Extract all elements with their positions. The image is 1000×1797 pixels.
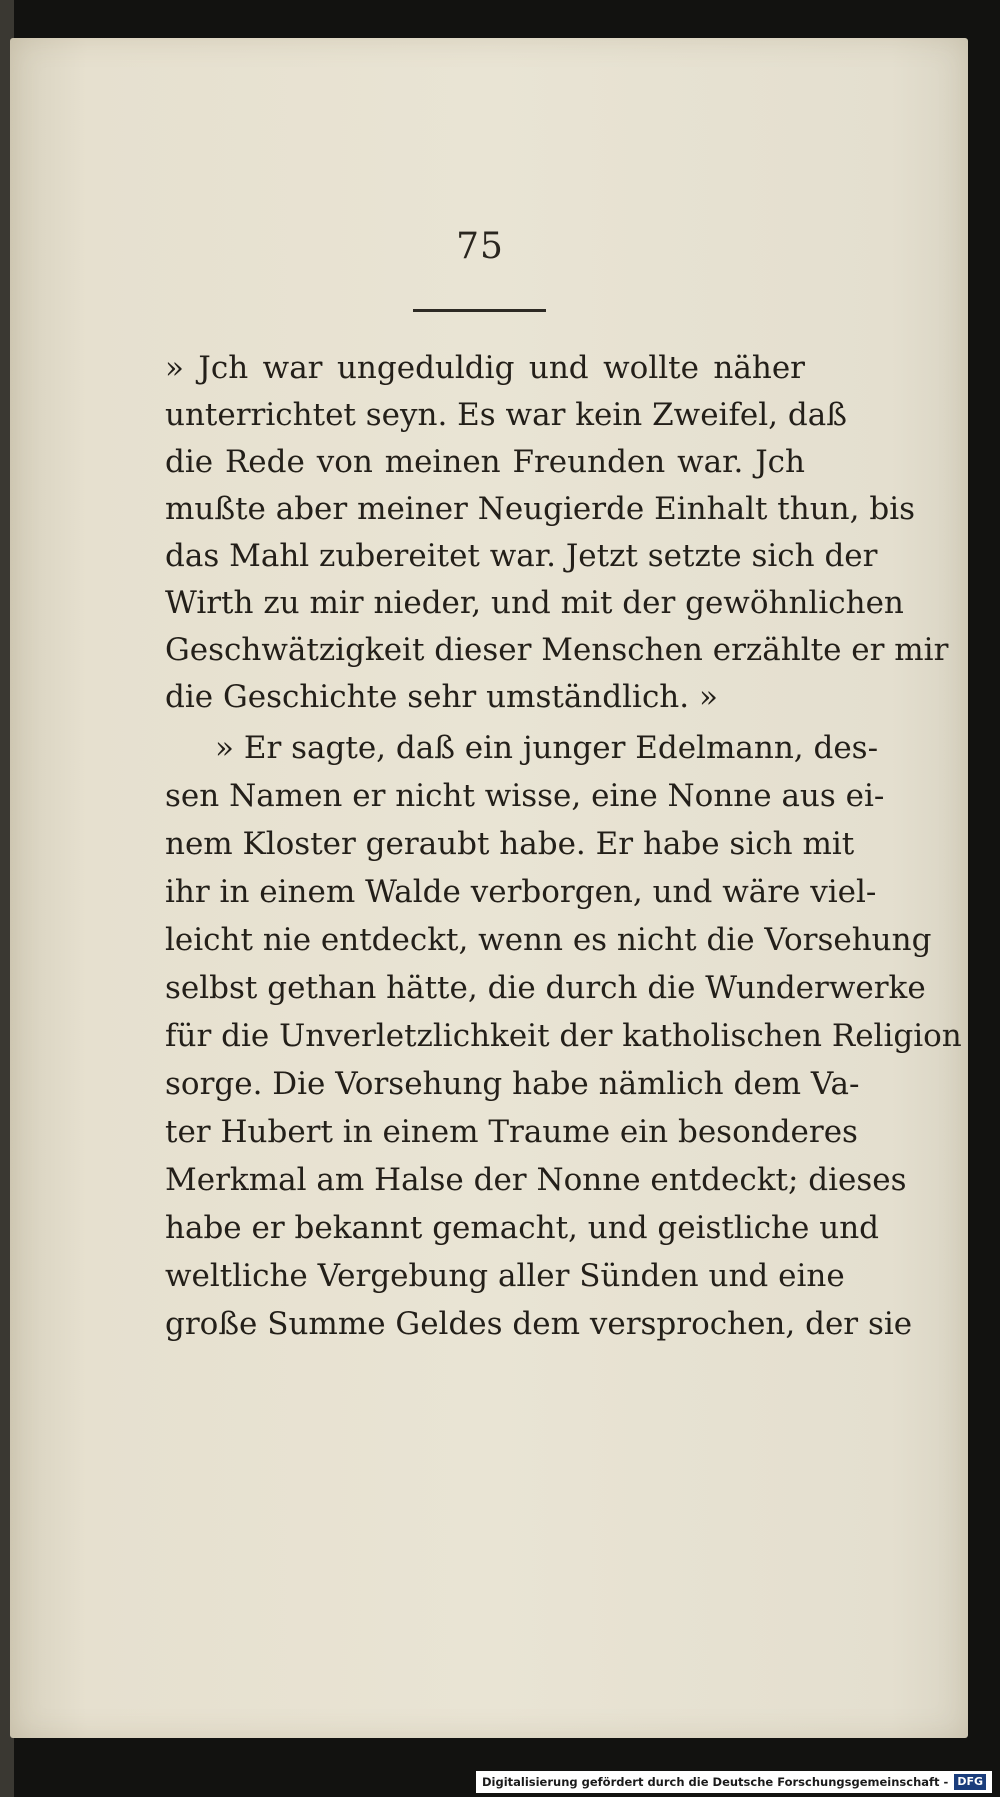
page-number: 75 [456,226,504,267]
text-line: Geschwätzigkeit dieser Menschen erzählte er mir [165,632,949,668]
text-line: ter Hubert in einem Traume ein besonderes [165,1114,858,1150]
text-line: sorge. Die Vorsehung habe nämlich dem Va- [165,1066,860,1102]
text-line: unterrichtet seyn. Es war kein Zweifel, daß [165,397,847,433]
text-line: das Mahl zubereitet war. Jetzt setzte sich der [165,538,878,574]
text-line: habe er bekannt gemacht, und geistliche und [165,1210,879,1246]
text-line: leicht nie entdeckt, wenn es nicht die Vorsehung [165,922,932,958]
text-line: Merkmal am Halse der Nonne entdeckt; dieses [165,1162,907,1198]
dfg-logo: DFG [954,1774,986,1790]
text-line: ihr in einem Walde verborgen, und wäre viel- [165,874,877,910]
text-line: selbst gethan hätte, die durch die Wunderwerke [165,970,926,1006]
text-line: große Summe Geldes dem versprochen, der sie [165,1306,913,1342]
digitization-credit [476,1771,992,1793]
text-line: Wirth zu mir nieder, und mit der gewöhnlichen [165,585,904,621]
text-line: weltliche Vergebung aller Sünden und eine [165,1258,845,1294]
text-line: mußte aber meiner Neugierde Einhalt thun, bis [165,491,916,527]
text-line: » Jch war ungeduldig und wollte näher [165,350,805,386]
text-line: sen Namen er nicht wisse, eine Nonne aus ei- [165,778,885,814]
text-line: die Rede von meinen Freunden war. Jch [165,444,805,480]
text-line: für die Unverletzlichkeit der katholischen Religion [165,1018,962,1054]
text-line: die Geschichte sehr umständlich. » [165,679,718,715]
text-line: » Er sagte, daß ein junger Edelmann, des- [215,730,879,766]
text-line: nem Kloster geraubt habe. Er habe sich mit [165,826,855,862]
header-rule [413,309,546,312]
book-page [10,38,968,1738]
credit-text: Digitalisierung gefördert durch die Deutsche Forschungsgemeinschaft - [481,1775,949,1789]
